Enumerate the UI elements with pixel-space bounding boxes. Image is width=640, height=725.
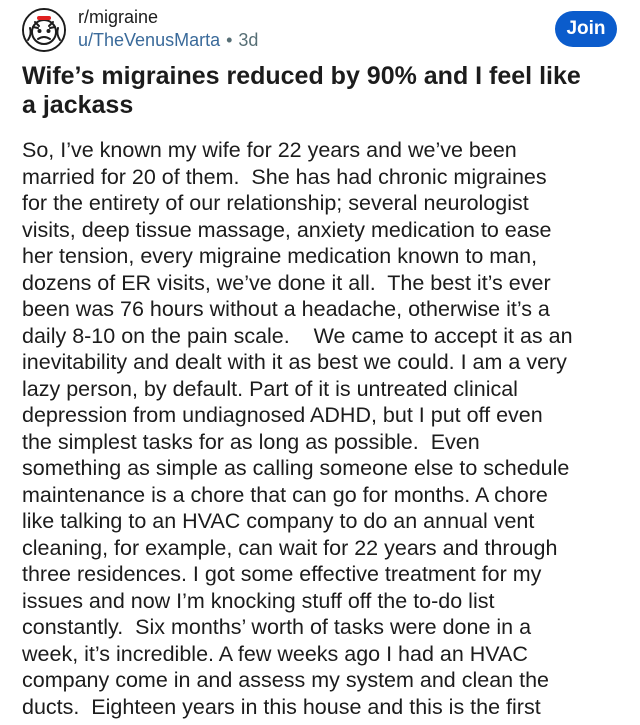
post-body-line: maintenance is a chore that can go for months. A chore xyxy=(22,482,548,507)
post-body-line: for the entirety of our relationship; several neurologist xyxy=(22,191,529,215)
post-body-line: like talking to an HVAC company to do an annual vent xyxy=(22,509,535,533)
post-body-line: been was 76 hours without a headache, otherwise it’s a xyxy=(22,297,550,321)
post-body-line: three residences. I got some effective treatment for my xyxy=(22,562,542,586)
subreddit-avatar-icon[interactable] xyxy=(22,8,66,52)
post-body-line: daily 8-10 on the pain scale. We came to accept it as an xyxy=(22,323,573,348)
post-body-line: inevitability and dealt with it as best we could. I am a very xyxy=(22,350,567,374)
post-body-line: cleaning, for example, can wait for 22 years and through xyxy=(22,535,558,560)
post-body-line: company come in and assess my system and clean the xyxy=(22,668,550,692)
post-title-line: a jackass xyxy=(22,91,134,119)
subreddit-link[interactable]: r/migraine xyxy=(78,7,159,27)
post-body-line: So, I’ve known my wife for 22 years and we’ve been xyxy=(22,138,517,162)
post-body xyxy=(22,137,626,720)
author-line xyxy=(78,28,258,52)
post-body-line: lazy person, by default. Part of it is untreated clinical xyxy=(22,376,518,401)
post-body-line: married for 20 of them. She has had chronic migraines xyxy=(22,164,547,189)
post-body-line: dozens of ER visits, we’ve done it all. The best it’s ever xyxy=(22,270,551,295)
author-link[interactable]: u/TheVenusMarta xyxy=(78,30,221,50)
post-title-line: Wife’s migraines reduced by 90% and I feel like xyxy=(22,62,581,90)
post-body-line: her tension, every migraine medication known to man, xyxy=(22,244,538,268)
post-title[interactable] xyxy=(22,62,622,120)
avatar-drawing-icon xyxy=(24,10,64,50)
post-body-line: week, it’s incredible. A few weeks ago I had an HVAC xyxy=(22,641,528,666)
post-meta xyxy=(78,6,258,52)
post-body-line: depression from undiagnosed ADHD, but I put off even xyxy=(22,403,543,427)
post-body-line: the simplest tasks for as long as possible. Even xyxy=(22,429,480,454)
post-body-line: constantly. Six months’ worth of tasks were done in a xyxy=(22,615,532,639)
post-body-line: issues and now I’m knocking stuff off the to-do list xyxy=(22,588,495,613)
post-body-line: visits, deep tissue massage, anxiety medication to ease xyxy=(22,217,552,242)
post-body-line: something as simple as calling someone else to schedule xyxy=(22,456,570,480)
post-age: 3d xyxy=(238,30,259,50)
join-button[interactable]: Join xyxy=(555,11,617,47)
post-body-line: ducts. Eighteen years in this house and this is the first xyxy=(22,694,541,719)
meta-separator: • xyxy=(226,30,233,50)
post-header xyxy=(0,0,640,60)
